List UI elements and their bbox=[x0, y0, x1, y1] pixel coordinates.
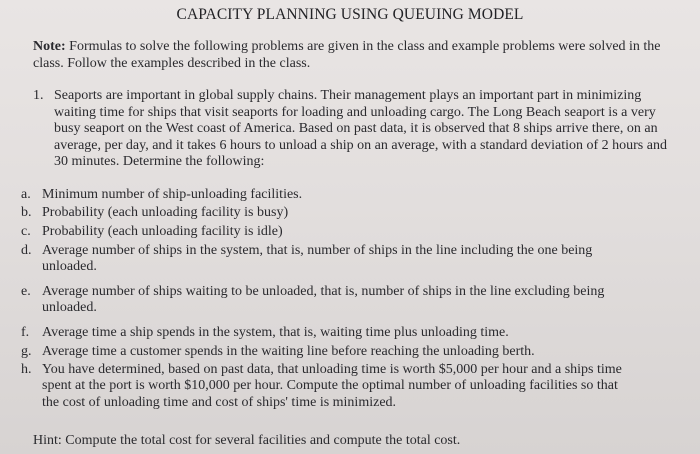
sub-question-letter: h. bbox=[21, 362, 32, 377]
sub-question-text: Average number of ships in the system, that is, number of ships in the line including the one being unloaded. bbox=[42, 243, 593, 275]
page-title: CAPACITY PLANNING USING QUEUING MODEL bbox=[176, 6, 524, 23]
sub-question-text: Average time a customer spends in the waiting line before reaching the unloading berth. bbox=[42, 344, 535, 359]
sub-question-letter: f. bbox=[21, 325, 30, 340]
hint-line: Hint: Compute the total cost for several facilities and compute the total cost. bbox=[33, 433, 461, 448]
sub-question-letter: g. bbox=[21, 344, 32, 359]
sub-question-text: Minimum number of ship-unloading facilities. bbox=[42, 187, 303, 202]
sub-question-letter: d. bbox=[21, 243, 32, 258]
problem-statement: Seaports are important in global supply chains. Their management plays an important part in minimizing waiting time for ships that visit seaports for loading and unloading cargo. The Long Beach seaport is a very busy seaport on the West coast of America. Based on past data, it is observed that 8 ships arrive there, on an average, per day, and it takes 6 hours to unload a ship on an average, with a standard deviation of 2 hours and 30 minutes. Determine the following: bbox=[54, 88, 667, 170]
problem-number: 1. bbox=[33, 88, 44, 103]
sub-question-letter: c. bbox=[21, 224, 31, 239]
sub-question-text: Average number of ships waiting to be unloaded, that is, number of ships in the line excluding being unloaded. bbox=[42, 284, 605, 316]
note-label: Note: bbox=[33, 39, 66, 54]
sub-question-text: Probability (each unloading facility is busy) bbox=[42, 205, 289, 220]
sub-question-text: Probability (each unloading facility is idle) bbox=[42, 224, 283, 239]
sub-question-text: You have determined, based on past data, that unloading time is worth $5,000 per hour and a ships time spent at the port is worth $10,000 per hour. Compute the optimal number of unloading facilities so that the cost of unloading time and cost of ships' time is minimized. bbox=[42, 362, 622, 410]
sub-question-text: Average time a ship spends in the system, that is, waiting time plus unloading time. bbox=[42, 325, 509, 340]
note-text: Formulas to solve the following problems are given in the class and example problems were solved in the class. Follow the examples described in the class. bbox=[33, 39, 661, 71]
sub-question-letter: a. bbox=[21, 187, 31, 202]
sub-question-letter: b. bbox=[21, 205, 32, 220]
note-paragraph bbox=[33, 38, 673, 72]
sub-question-letter: e. bbox=[21, 284, 31, 299]
